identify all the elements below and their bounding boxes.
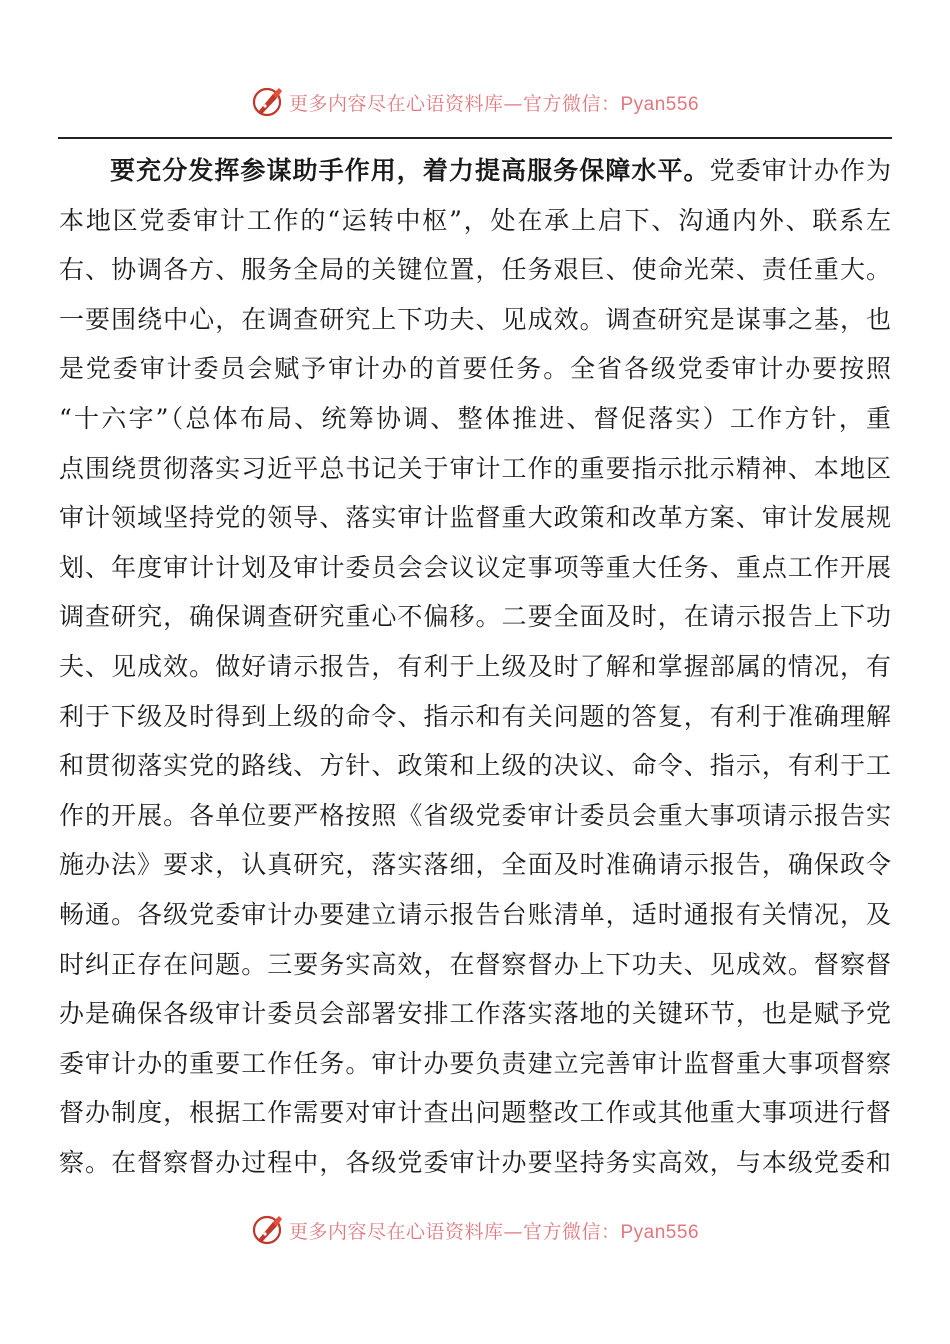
pen-nib-logo-icon bbox=[251, 85, 285, 119]
pen-nib-logo-icon bbox=[251, 1213, 285, 1247]
paragraph-line bbox=[59, 146, 891, 196]
paragraph-line: 察。在督察督办过程中，各级党委审计办要坚持务实高效，与本级党委和 bbox=[59, 1147, 891, 1177]
paragraph-line: “十六字”（总体布局、统筹协调、整体推进、督促落实）工作方针，重 bbox=[59, 403, 891, 433]
header-text bbox=[289, 89, 699, 116]
footer-banner bbox=[0, 1210, 950, 1250]
header-divider bbox=[58, 137, 892, 139]
paragraph-line: 督办制度，根据工作需要对审计查出问题整改工作或其他重大事项进行督 bbox=[59, 1098, 891, 1128]
paragraph-line: 办是确保各级审计委员会部署安排工作落实落地的关键环节，也是赋予党 bbox=[59, 999, 891, 1029]
paragraph-line: 点围绕贯彻落实习近平总书记关于审计工作的重要指示批示精神、本地区 bbox=[59, 453, 891, 483]
line-text: 党委审计办作为 bbox=[709, 156, 891, 185]
footer-label: 更多内容尽在心语资料库—官方微信： bbox=[288, 1220, 621, 1243]
paragraph-line: 调查研究，确保调查研究重心不偏移。二要全面及时，在请示报告上下功 bbox=[59, 602, 891, 632]
paragraph-line: 一要围绕中心，在调查研究上下功夫、见成效。调查研究是谋事之基，也 bbox=[59, 304, 891, 334]
paragraph-line: 审计领域坚持党的领导、落实审计监督重大政策和改革方案、审计发展规 bbox=[59, 503, 891, 533]
paragraph-line: 作的开展。各单位要严格按照《省级党委审计委员会重大事项请示报告实 bbox=[59, 800, 891, 830]
header-label: 更多内容尽在心语资料库—官方微信： bbox=[288, 92, 621, 115]
lead-heading: 要充分发挥参谋助手作用，着力提高服务保障水平。 bbox=[109, 156, 710, 185]
paragraph-line: 划、年度审计计划及审计委员会会议议定事项等重大任务、重点工作开展 bbox=[59, 552, 891, 582]
paragraph-line: 右、协调各方、服务全局的关键位置，任务艰巨、使命光荣、责任重大。 bbox=[59, 255, 891, 285]
header-banner bbox=[0, 82, 950, 122]
footer-wechat-id: Pyan556 bbox=[620, 1221, 700, 1243]
footer-text bbox=[289, 1217, 699, 1244]
paragraph-line: 施办法》要求，认真研究，落实落细，全面及时准确请示报告，确保政令 bbox=[59, 850, 891, 880]
paragraph-line: 委审计办的重要工作任务。审计办要负责建立完善审计监督重大事项督察 bbox=[59, 1048, 891, 1078]
paragraph-line: 本地区党委审计工作的“运转中枢”，处在承上启下、沟通内外、联系左 bbox=[59, 205, 891, 235]
paragraph-line: 时纠正存在问题。三要务实高效，在督察督办上下功夫、见成效。督察督 bbox=[59, 949, 891, 979]
paragraph-line: 夫、见成效。做好请示报告，有利于上级及时了解和掌握部属的情况，有 bbox=[59, 651, 891, 681]
header-wechat-id: Pyan556 bbox=[620, 93, 700, 115]
paragraph-line: 和贯彻落实党的路线、方针、政策和上级的决议、命令、指示，有利于工 bbox=[59, 751, 891, 781]
paragraph-line: 畅通。各级党委审计办要建立请示报告台账清单，适时通报有关情况，及 bbox=[59, 899, 891, 929]
paragraph-line: 是党委审计委员会赋予审计办的首要任务。全省各级党委审计办要按照 bbox=[59, 354, 891, 384]
document-body bbox=[59, 146, 891, 1187]
paragraph-line: 利于下级及时得到上级的命令、指示和有关问题的答复，有利于准确理解 bbox=[59, 701, 891, 731]
